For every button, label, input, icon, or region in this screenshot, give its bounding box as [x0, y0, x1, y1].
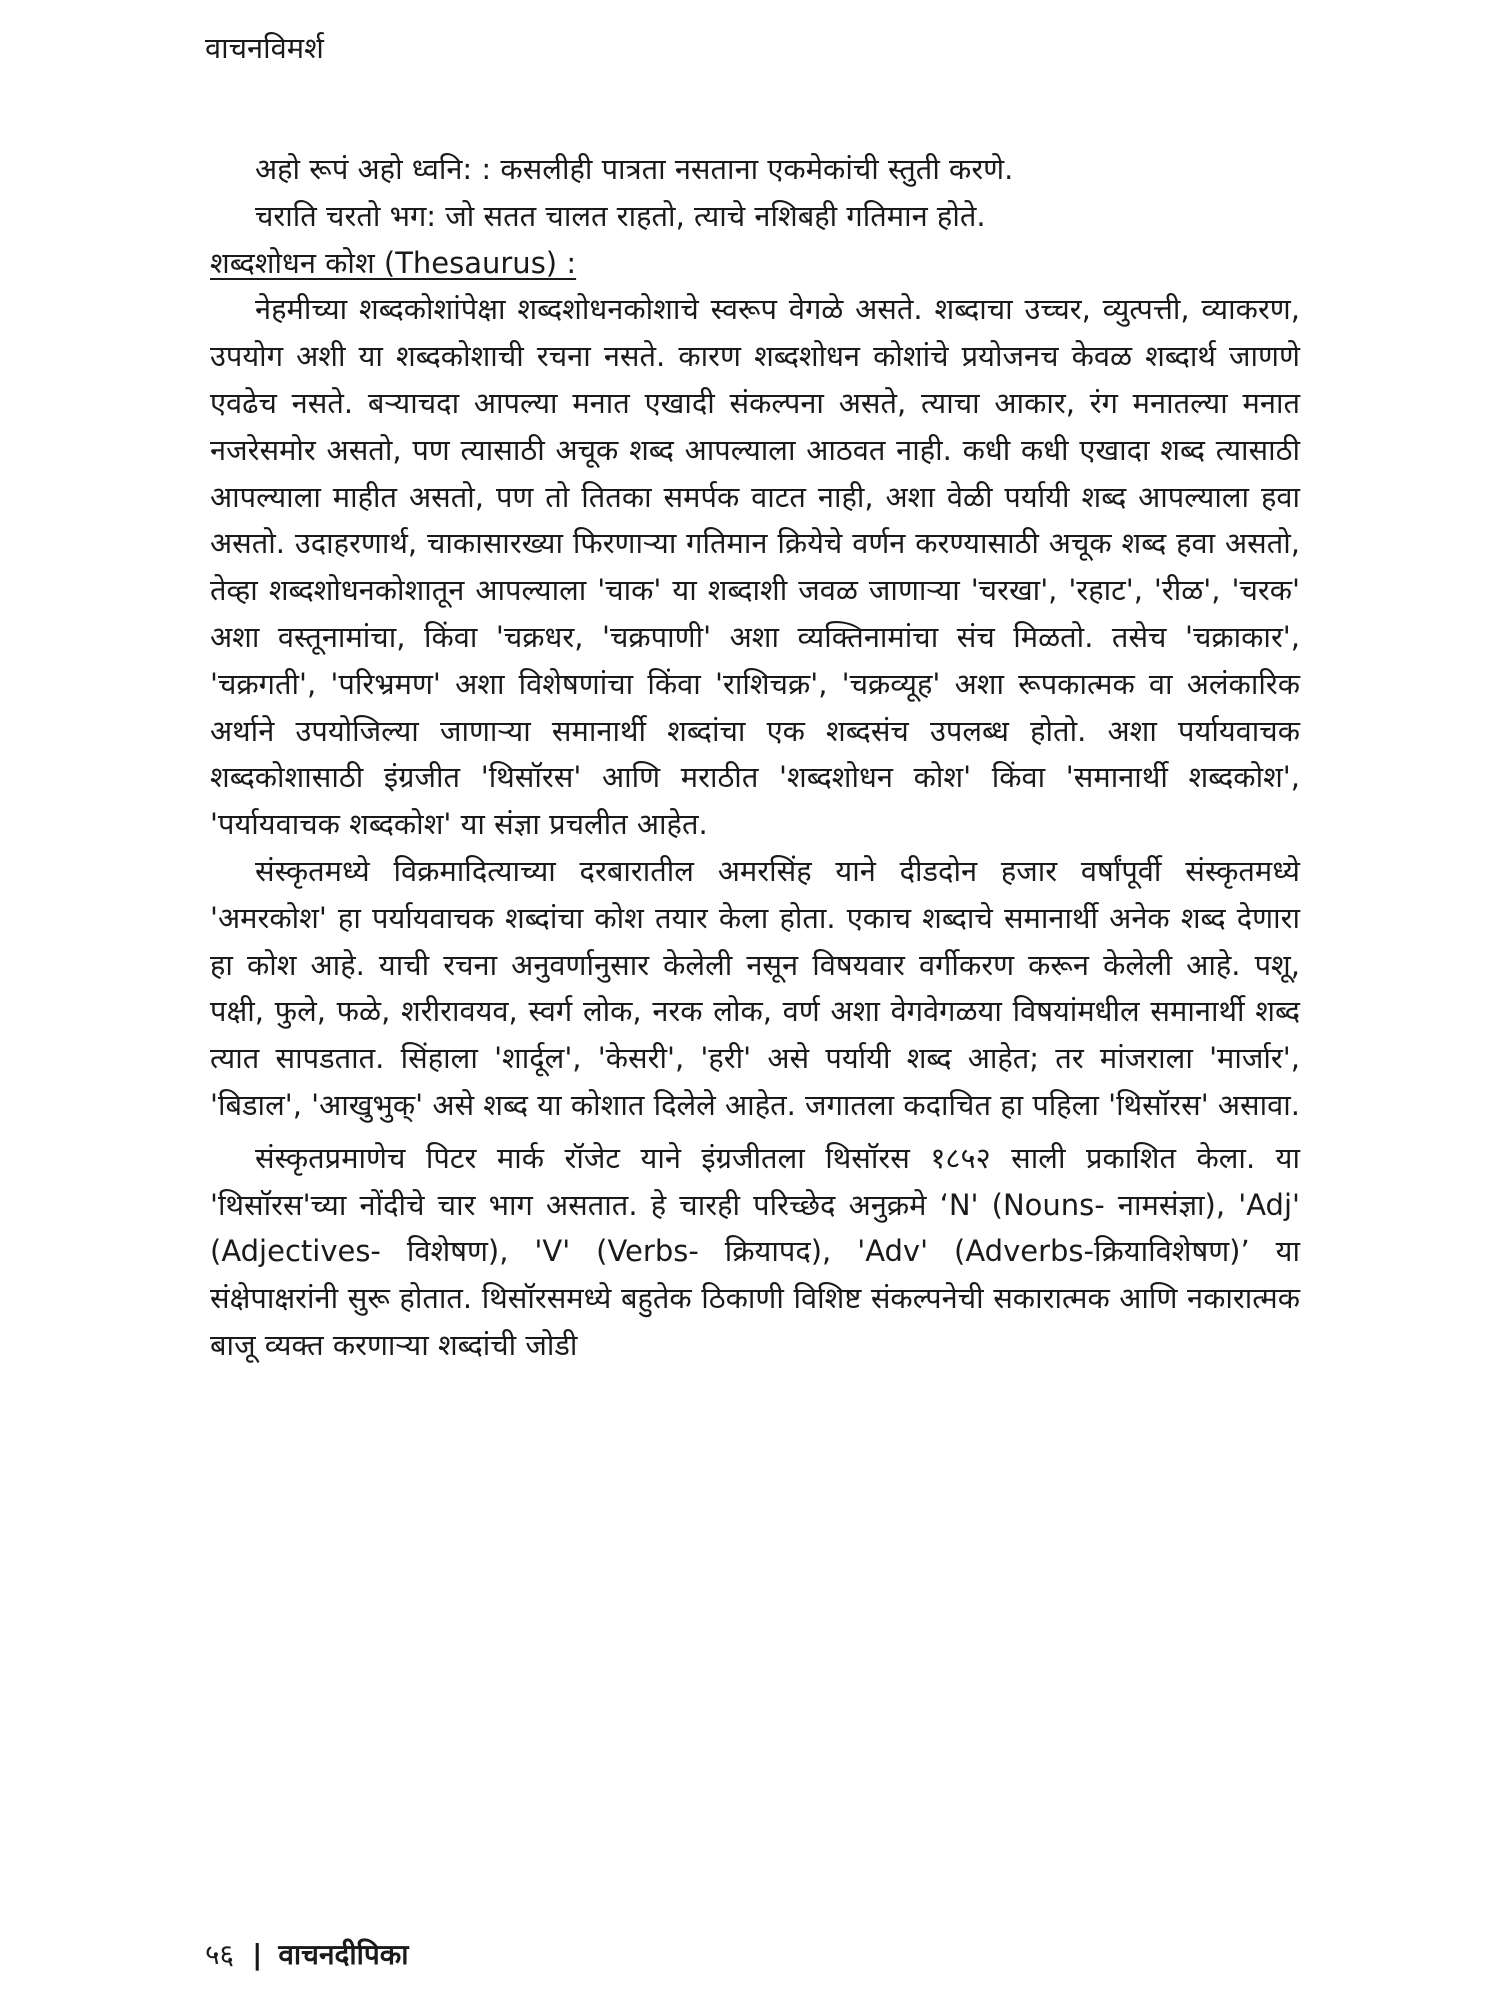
paragraph-2: संस्कृतमध्ये विक्रमादित्याच्या दरबारातील अमरसिंह याने दीडदोन हजार वर्षांपूर्वी संस्कृतमध्ये 'अमरकोश' हा पर्यायवाचक शब्दांचा कोश तयार केला होता. एकाच शब्दाचे समानार्थी अनेक शब्द देणारा हा कोश आहे. याची रचना अनुवर्णानुसार केलेली नसून विषयवार वर्गीकरण करून केलेली आहे. पशू, पक्षी, फुले, फळे, शरीरावयव, स्वर्ग लोक, नरक लोक, वर्ण अशा वेगवेगळया विषयांमधील समानार्थी शब्द त्यात सापडतात. सिंहाला 'शार्दूल', 'केसरी', 'हरी' असे पर्यायी शब्द आहेत; तर मांजराला 'मार्जार', 'बिडाल', 'आखुभुक्' असे शब्द या कोशात दिलेले आहेत. जगातला कदाचित हा पहिला 'थिसॉरस' असावा.	[210, 853, 1301, 1122]
body-text	[210, 146, 1300, 1369]
footer-separator: |	[252, 1938, 263, 1971]
running-header: वाचनविमर्श	[205, 31, 324, 65]
book-title: वाचनदीपिका	[278, 1938, 409, 1971]
page-number: ५६	[205, 1938, 235, 1971]
page-footer	[205, 1935, 409, 1975]
proverb-line-1: अहो रूपं अहो ध्वनि: : कसलीही पात्रता नसताना एकमेकांची स्तुती करणे.	[255, 152, 1014, 186]
paragraph-3: संस्कृतप्रमाणेच पिटर मार्क रॉजेट याने इंग्रजीतला थिसॉरस १८५२ साली प्रकाशित केला. या 'थिसॉरस'च्या नोंदीचे चार भाग असतात. हे चारही परिच्छेद अनुक्रमे ‘N' (Nouns- नामसंज्ञा), 'Adj' (Adjectives- विशेषण), 'V' (Verbs- क्रियापद), 'Adv' (Adverbs-क्रियाविशेषण)’ या संक्षेपाक्षरांनी सुरू होतात. थिसॉरसमध्ये बहुतेक ठिकाणी विशिष्ट संकल्पनेची सकारात्मक आणि नकारात्मक बाजू व्यक्त करणाऱ्या शब्दांची जोडी	[210, 1140, 1300, 1362]
proverb-line-2: चराति चरतो भग: जो सतत चालत राहतो, त्याचे नशिबही गतिमान होते.	[255, 198, 986, 233]
section-heading: शब्दशोधन कोश (Thesaurus) :	[210, 245, 577, 280]
paragraph-1: नेहमीच्या शब्दकोशांपेक्षा शब्दशोधनकोशाचे स्वरूप वेगळे असते. शब्दाचा उच्चर, व्युत्पत्ती, व्याकरण, उपयोग अशी या शब्दकोशाची रचना नसते. कारण शब्दशोधन कोशांचे प्रयोजनच केवळ शब्दार्थ जाणणे एवढेच नसते. बऱ्याचदा आपल्या मनात एखादी संकल्पना असते, त्याचा आकार, रंग मनातल्या मनात नजरेसमोर असतो, पण त्यासाठी अचूक शब्द आपल्याला आठवत नाही. कधी कधी एखादा शब्द त्यासाठी आपल्याला माहीत असतो, पण तो तितका समर्पक वाटत नाही, अशा वेळी पर्यायी शब्द आपल्याला हवा असतो. उदाहरणार्थ, चाकासारख्या फिरणाऱ्या गतिमान क्रियेचे वर्णन करण्यासाठी अचूक शब्द हवा असतो, तेव्हा शब्दशोधनकोशातून आपल्याला 'चाक' या शब्दाशी जवळ जाणाऱ्या 'चरखा', 'रहाट', 'रीळ', 'चरक' अशा वस्तूनामांचा, किंवा 'चक्रधर, 'चक्रपाणी' अशा व्यक्तिनामांचा संच मिळतो. तसेच 'चक्राकार', 'चक्रगती', 'परिभ्रमण' अशा विशेषणांचा किंवा 'राशिचक्र', 'चक्रव्यूह' अशा रूपकात्मक वा अलंकारिक अर्थाने उपयोजिल्या जाणाऱ्या समानार्थी शब्दांचा एक शब्दसंच उपलब्ध होतो. अशा पर्यायवाचक शब्दकोशासाठी इंग्रजीत 'थिसॉरस' आणि मराठीत 'शब्दशोधन कोश' किंवा 'समानार्थी शब्दकोश', 'पर्यायवाचक शब्दकोश' या संज्ञा प्रचलीत आहेत.	[210, 292, 1300, 842]
